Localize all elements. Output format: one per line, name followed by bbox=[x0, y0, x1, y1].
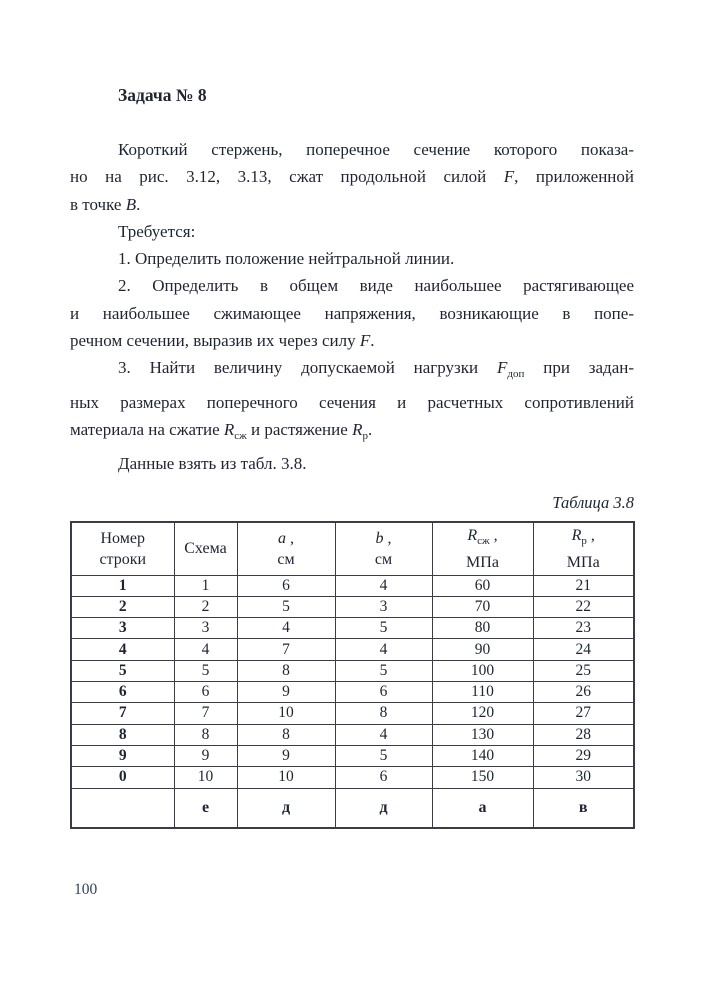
body-cell: 3 bbox=[71, 618, 174, 639]
text-line bbox=[70, 272, 634, 299]
math-symbol: R bbox=[352, 419, 363, 439]
text-run: Данные взять из табл. 3.8. bbox=[118, 454, 307, 474]
body-cell: 7 bbox=[174, 703, 237, 724]
text-run: и наибольшее сжимающее напряжения, возникающие в попе- bbox=[70, 303, 634, 323]
page-content bbox=[70, 0, 634, 829]
body-cell: 6 bbox=[71, 682, 174, 703]
table-row bbox=[71, 639, 634, 660]
text-run: ных размерах поперечного сечения и расчетных сопротивлений bbox=[70, 392, 634, 412]
body-cell: 5 bbox=[335, 660, 432, 681]
body-cell: 0 bbox=[71, 767, 174, 788]
header-cell bbox=[432, 522, 533, 576]
body-cell: 6 bbox=[335, 767, 432, 788]
text-run: 1. Определить положение нейтральной линии. bbox=[118, 249, 455, 269]
body-cell: 2 bbox=[71, 596, 174, 617]
math-subscript: р bbox=[362, 429, 368, 442]
body-cell: 150 bbox=[432, 767, 533, 788]
math-subscript: р bbox=[581, 534, 587, 547]
math-symbol: F bbox=[497, 358, 508, 378]
body-cell: 24 bbox=[533, 639, 634, 660]
text-run: , приложенной bbox=[514, 167, 634, 187]
problem-title: Задача № 8 bbox=[118, 85, 207, 105]
problem-text bbox=[70, 136, 634, 478]
text-run: . bbox=[367, 419, 373, 439]
body-cell: 5 bbox=[71, 660, 174, 681]
body-cell: 23 bbox=[533, 618, 634, 639]
math-symbol: R bbox=[571, 526, 582, 544]
body-cell: 6 bbox=[237, 575, 335, 596]
body-cell: 60 bbox=[432, 575, 533, 596]
text-run: см bbox=[374, 550, 393, 568]
body-cell: 100 bbox=[432, 660, 533, 681]
table-row bbox=[71, 745, 634, 766]
text-run: , bbox=[586, 526, 595, 544]
body-cell: 22 bbox=[533, 596, 634, 617]
footer-cell: д bbox=[335, 788, 432, 828]
header-line bbox=[534, 552, 634, 573]
table-row bbox=[71, 660, 634, 681]
table-caption: Таблица 3.8 bbox=[552, 492, 634, 512]
header-line bbox=[72, 528, 174, 549]
text-run: и растяжение bbox=[246, 419, 353, 439]
body-cell: 80 bbox=[432, 618, 533, 639]
text-line bbox=[70, 136, 634, 163]
math-symbol: a bbox=[278, 529, 286, 547]
table-row bbox=[71, 682, 634, 703]
body-cell: 3 bbox=[335, 596, 432, 617]
text-line bbox=[70, 354, 634, 388]
text-run: Номер bbox=[100, 529, 145, 547]
header-line bbox=[72, 549, 174, 570]
header-cell bbox=[174, 522, 237, 576]
table-row bbox=[71, 575, 634, 596]
body-cell: 9 bbox=[237, 745, 335, 766]
text-run: 2. Определить в общем виде наибольшее растягивающее bbox=[118, 276, 634, 296]
math-subscript: доп bbox=[507, 368, 525, 381]
text-line bbox=[70, 450, 634, 477]
body-cell: 7 bbox=[71, 703, 174, 724]
footer-cell: д bbox=[237, 788, 335, 828]
body-cell: 8 bbox=[237, 660, 335, 681]
text-line bbox=[70, 245, 634, 272]
text-run: речном сечении, выразив их через силу bbox=[70, 331, 360, 351]
text-line bbox=[70, 300, 634, 327]
footer-cell: а bbox=[432, 788, 533, 828]
text-run: в точке bbox=[70, 194, 126, 214]
math-symbol: B bbox=[125, 194, 137, 214]
text-run: , bbox=[489, 526, 498, 544]
body-cell: 21 bbox=[533, 575, 634, 596]
footer-cell: е bbox=[174, 788, 237, 828]
body-cell: 10 bbox=[237, 703, 335, 724]
header-line bbox=[433, 525, 533, 552]
text-run: Короткий стержень, поперечное сечение которого показа- bbox=[118, 140, 634, 159]
math-symbol: F bbox=[359, 331, 371, 351]
header-line bbox=[336, 528, 432, 549]
table-row bbox=[71, 724, 634, 745]
body-cell: 5 bbox=[237, 596, 335, 617]
table-footer-row bbox=[71, 788, 634, 828]
body-cell: 120 bbox=[432, 703, 533, 724]
text-run: но на рис. 3.12, 3.13, сжат продольной силой bbox=[70, 167, 504, 187]
body-cell: 10 bbox=[237, 767, 335, 788]
body-cell: 4 bbox=[71, 639, 174, 660]
body-cell: 8 bbox=[237, 724, 335, 745]
math-subscript: сж bbox=[477, 534, 490, 547]
body-cell: 4 bbox=[174, 639, 237, 660]
text-line bbox=[70, 327, 634, 354]
text-line bbox=[70, 163, 634, 190]
body-cell: 140 bbox=[432, 745, 533, 766]
header-line bbox=[336, 549, 432, 570]
header-line bbox=[238, 528, 335, 549]
header-cell bbox=[335, 522, 432, 576]
table-row bbox=[71, 618, 634, 639]
header-line bbox=[534, 525, 634, 552]
body-cell: 4 bbox=[335, 575, 432, 596]
body-cell: 130 bbox=[432, 724, 533, 745]
body-cell: 8 bbox=[71, 724, 174, 745]
math-subscript: сж bbox=[234, 429, 247, 442]
body-cell: 110 bbox=[432, 682, 533, 703]
body-cell: 7 bbox=[237, 639, 335, 660]
table-row bbox=[71, 767, 634, 788]
header-cell bbox=[533, 522, 634, 576]
header-line bbox=[238, 549, 335, 570]
text-line bbox=[70, 218, 634, 245]
text-run: Требуется: bbox=[118, 221, 196, 241]
body-cell: 9 bbox=[237, 682, 335, 703]
header-line bbox=[175, 538, 237, 559]
text-run: . bbox=[370, 331, 375, 351]
math-symbol: R bbox=[467, 526, 478, 544]
body-cell: 70 bbox=[432, 596, 533, 617]
body-cell: 9 bbox=[174, 745, 237, 766]
body-cell: 27 bbox=[533, 703, 634, 724]
table-row bbox=[71, 703, 634, 724]
body-cell: 4 bbox=[335, 724, 432, 745]
body-cell: 9 bbox=[71, 745, 174, 766]
body-cell: 28 bbox=[533, 724, 634, 745]
body-cell: 4 bbox=[335, 639, 432, 660]
body-cell: 6 bbox=[174, 682, 237, 703]
header-cell bbox=[237, 522, 335, 576]
body-cell: 2 bbox=[174, 596, 237, 617]
body-cell: 5 bbox=[335, 618, 432, 639]
body-cell: 29 bbox=[533, 745, 634, 766]
body-cell: 90 bbox=[432, 639, 533, 660]
text-run: , bbox=[286, 529, 294, 547]
footer-cell: в bbox=[533, 788, 634, 828]
page-number: 100 bbox=[74, 881, 98, 898]
body-cell: 6 bbox=[335, 682, 432, 703]
text-line bbox=[70, 416, 634, 450]
text-line bbox=[70, 191, 634, 218]
text-run: см bbox=[277, 550, 295, 568]
body-cell: 10 bbox=[174, 767, 237, 788]
text-run: строки bbox=[99, 550, 147, 568]
text-run: 3. Найти величину допускаемой нагрузки bbox=[118, 358, 497, 378]
body-cell: 1 bbox=[174, 575, 237, 596]
text-line bbox=[70, 389, 634, 416]
body-cell: 8 bbox=[335, 703, 432, 724]
body-cell: 3 bbox=[174, 618, 237, 639]
data-table bbox=[70, 521, 635, 829]
text-run: . bbox=[136, 194, 141, 214]
body-cell: 8 bbox=[174, 724, 237, 745]
body-cell: 5 bbox=[174, 660, 237, 681]
body-cell: 30 bbox=[533, 767, 634, 788]
body-cell: 25 bbox=[533, 660, 634, 681]
body-cell: 1 bbox=[71, 575, 174, 596]
body-cell: 4 bbox=[237, 618, 335, 639]
text-run: Схема bbox=[184, 540, 227, 558]
header-cell bbox=[71, 522, 174, 576]
math-symbol: R bbox=[223, 419, 235, 439]
footer-cell bbox=[71, 788, 174, 828]
text-run: МПа bbox=[466, 553, 499, 571]
body-cell: 26 bbox=[533, 682, 634, 703]
table-row bbox=[71, 596, 634, 617]
text-run: при задан- bbox=[524, 358, 634, 378]
math-symbol: F bbox=[503, 167, 515, 187]
table-header-row bbox=[71, 522, 634, 576]
body-cell: 5 bbox=[335, 745, 432, 766]
text-run: , bbox=[383, 529, 392, 547]
header-line bbox=[433, 552, 533, 573]
math-symbol: b bbox=[375, 529, 384, 547]
text-run: материала на сжатие bbox=[70, 419, 224, 439]
text-run: МПа bbox=[566, 553, 600, 571]
